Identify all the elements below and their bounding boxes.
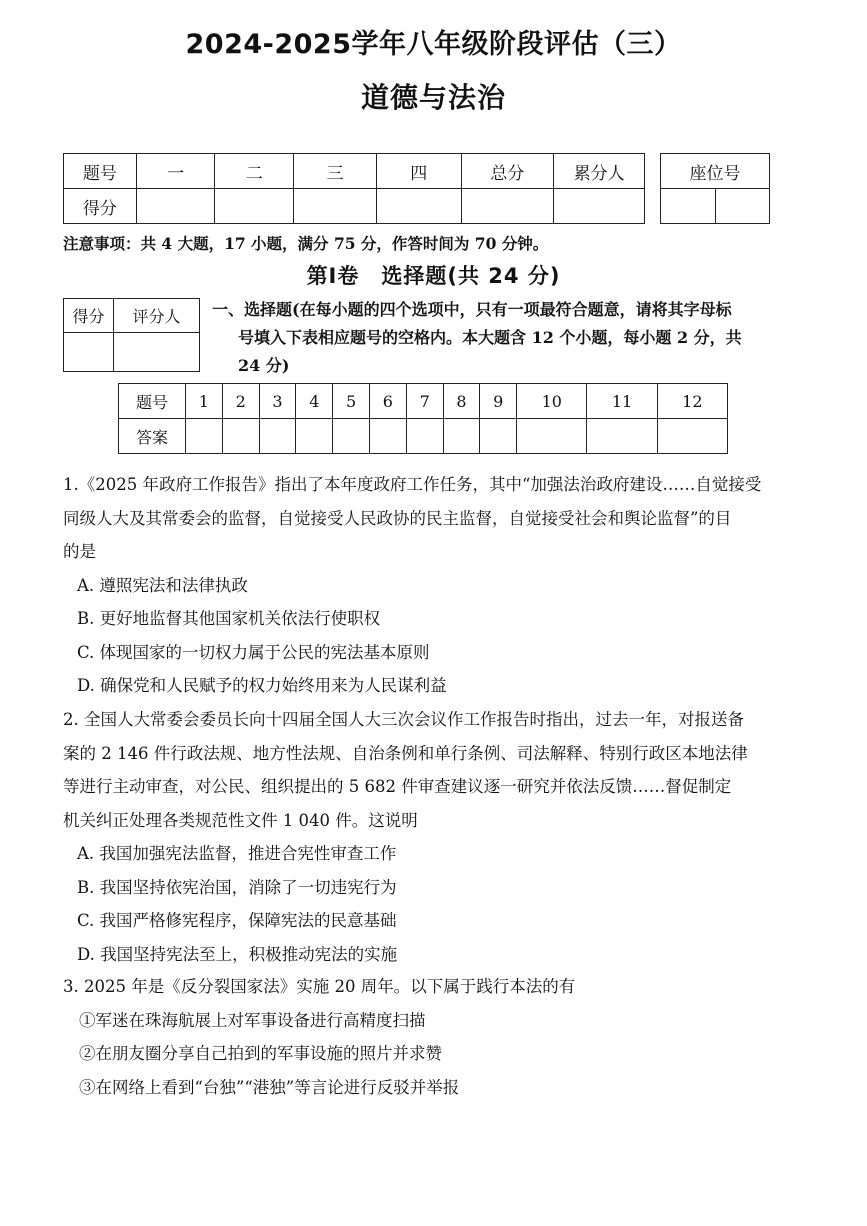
score-table-score-row bbox=[64, 189, 645, 224]
score-cell[interactable] bbox=[294, 189, 377, 224]
score-header-cell: 二 bbox=[215, 154, 294, 189]
score-header-cell: 三 bbox=[294, 154, 377, 189]
question-number-cell: 8 bbox=[443, 384, 480, 419]
part1-title: 第Ⅰ卷 选择题(共 24 分) bbox=[306, 264, 561, 288]
question-stem-line: 同级人大及其常委会的监督，自觉接受人民政协的民主监督，自觉接受社会和舆论监督”的目 bbox=[63, 508, 732, 528]
score-cell[interactable] bbox=[554, 189, 645, 224]
answer-table bbox=[118, 383, 728, 454]
question-number-cell: 4 bbox=[296, 384, 333, 419]
instruction-line: 号填入下表相应题号的空格内。本大题含 12 个小题，每小题 2 分，共 bbox=[238, 328, 742, 347]
score-header-cell: 四 bbox=[376, 154, 461, 189]
question-3 bbox=[63, 970, 793, 1104]
question-number-cell: 12 bbox=[657, 384, 727, 419]
question-number-cell: 11 bbox=[587, 384, 657, 419]
answer-cell[interactable] bbox=[480, 419, 517, 454]
score-header-cell: 累分人 bbox=[554, 154, 645, 189]
question-number-cell: 2 bbox=[222, 384, 259, 419]
score-cell[interactable] bbox=[461, 189, 554, 224]
seat-number-table bbox=[660, 153, 770, 224]
question-number-cell: 10 bbox=[517, 384, 587, 419]
answer-cell[interactable] bbox=[587, 419, 657, 454]
score-header-cell: 一 bbox=[136, 154, 215, 189]
question-item: ①军迷在珠海航展上对军事设备进行高精度扫描 bbox=[79, 1010, 426, 1030]
question-number-cell: 5 bbox=[333, 384, 370, 419]
score-cell[interactable] bbox=[136, 189, 215, 224]
question-2 bbox=[63, 703, 793, 971]
instruction-line: 一、选择题(在每小题的四个选项中，只有一项最符合题意，请将其字母标 bbox=[212, 300, 732, 319]
question-stem-line: 3. 2025 年是《反分裂国家法》实施 20 周年。以下属于践行本法的有 bbox=[63, 977, 576, 996]
answer-row-label: 答案 bbox=[119, 419, 186, 454]
question-number-cell: 1 bbox=[186, 384, 223, 419]
answer-row-label: 题号 bbox=[119, 384, 186, 419]
question-stem-line: 2. 全国人大常委会委员长向十四届全国人大三次会议作工作报告时指出，过去一年，对报送备 bbox=[63, 710, 744, 729]
answer-cell[interactable] bbox=[296, 419, 333, 454]
score-table-header-row bbox=[64, 154, 645, 189]
option-d: D. 我国坚持宪法至上，积极推动宪法的实施 bbox=[77, 944, 398, 964]
exam-title: 2024-2025学年八年级阶段评估（三） bbox=[185, 29, 682, 60]
section-instruction bbox=[212, 296, 797, 380]
instruction-line: 24 分) bbox=[238, 356, 290, 375]
question-stem-line: 的是 bbox=[63, 542, 96, 561]
score-header-cell: 总分 bbox=[461, 154, 554, 189]
answer-cell[interactable] bbox=[186, 419, 223, 454]
question-stem-line: 等进行主动审查，对公民、组织提出的 5 682 件审查建议逐一研究并依法反馈……督促制定 bbox=[63, 777, 732, 796]
answer-cell[interactable] bbox=[333, 419, 370, 454]
question-number-cell: 6 bbox=[369, 384, 406, 419]
question-item: ②在朋友圈分享自己拍到的军事设施的照片并求赞 bbox=[79, 1044, 442, 1063]
grader-table bbox=[63, 298, 200, 372]
answer-cell[interactable] bbox=[517, 419, 587, 454]
answer-number-row bbox=[119, 384, 728, 419]
subject-title: 道德与法治 bbox=[360, 81, 506, 114]
question-stem-line: 案的 2 146 件行政法规、地方性法规、自治条例和单行条例、司法解释、特别行政区本地法律 bbox=[63, 743, 748, 763]
answer-cell[interactable] bbox=[369, 419, 406, 454]
grader-name-cell[interactable] bbox=[114, 333, 200, 372]
option-a: A. 我国加强宪法监督，推进合宪性审查工作 bbox=[77, 844, 397, 863]
question-item: ③在网络上看到“台独”“港独”等言论进行反驳并举报 bbox=[79, 1077, 460, 1097]
option-b: B. 更好地监督其他国家机关依法行使职权 bbox=[77, 609, 381, 628]
option-c: C. 体现国家的一切权力属于公民的宪法基本原则 bbox=[77, 642, 430, 662]
question-number-cell: 9 bbox=[480, 384, 517, 419]
option-a: A. 遵照宪法和法律执政 bbox=[77, 575, 248, 595]
score-cell[interactable] bbox=[215, 189, 294, 224]
question-1 bbox=[63, 468, 793, 703]
grader-name-label: 评分人 bbox=[114, 299, 200, 333]
notice-text: 注意事项：共 4 大题，17 小题，满分 75 分，作答时间为 70 分钟。 bbox=[63, 234, 549, 253]
grader-score-cell[interactable] bbox=[64, 333, 114, 372]
option-d: D. 确保党和人民赋予的权力始终用来为人民谋利益 bbox=[77, 676, 447, 695]
answer-cell[interactable] bbox=[222, 419, 259, 454]
answer-cell[interactable] bbox=[259, 419, 296, 454]
answer-cell[interactable] bbox=[443, 419, 480, 454]
score-header-cell: 题号 bbox=[64, 154, 137, 189]
option-b: B. 我国坚持依宪治国，消除了一切违宪行为 bbox=[77, 877, 397, 897]
option-c: C. 我国严格修宪程序，保障宪法的民意基础 bbox=[77, 911, 397, 930]
seat-number-cell[interactable] bbox=[661, 189, 716, 224]
answer-cell[interactable] bbox=[406, 419, 443, 454]
score-cell[interactable] bbox=[376, 189, 461, 224]
grader-score-label: 得分 bbox=[64, 299, 114, 333]
question-stem-line: 机关纠正处理各类规范性文件 1 040 件。这说明 bbox=[63, 810, 418, 830]
answer-input-row bbox=[119, 419, 728, 454]
score-row-label: 得分 bbox=[64, 189, 137, 224]
seat-number-cell[interactable] bbox=[715, 189, 770, 224]
seat-number-label: 座位号 bbox=[661, 154, 770, 189]
question-number-cell: 7 bbox=[406, 384, 443, 419]
question-stem-line: 1.《2025 年政府工作报告》指出了本年度政府工作任务，其中“加强法治政府建设……自觉接受 bbox=[63, 475, 762, 494]
answer-cell[interactable] bbox=[657, 419, 727, 454]
question-number-cell: 3 bbox=[259, 384, 296, 419]
score-table bbox=[63, 153, 645, 224]
